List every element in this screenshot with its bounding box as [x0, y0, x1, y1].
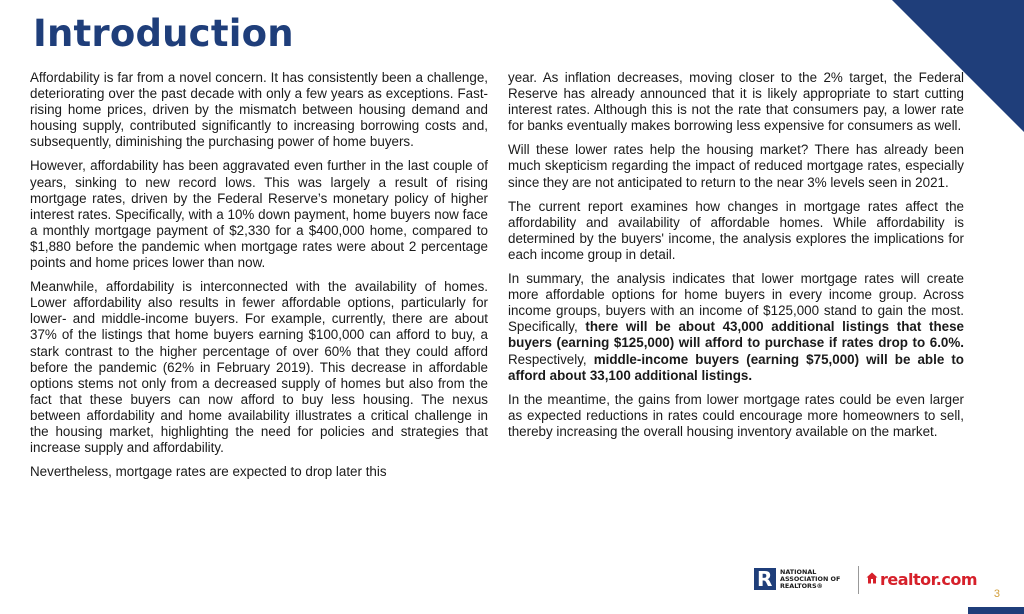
nar-logo-text: NATIONAL ASSOCIATION OF REALTORS®: [780, 568, 841, 591]
summary-mid-text: Respectively,: [508, 351, 594, 367]
page-number: 3: [993, 588, 1000, 600]
paragraph-rates-expected-drop: Nevertheless, mortgage rates are expected to drop later this: [30, 464, 387, 480]
summary-highlight-75k: middle-income buyers (earning $75,000) will be able to afford about 33,100 additional listings.: [508, 351, 964, 383]
paragraph-record-lows: However, affordability has been aggravated even further in the last couple of years, sinking to new record lows. This was largely a result of rising mortgage rates, driven by the Federal Reserve’s monetary policy of higher interest rates. Specifically, with a 10% down payment, home buyers now face a monthly mortgage payment of $2,330 for a $400,000 home, compared to $1,880 before the pandemic when mortgage rates were about 2 percentage points and home prices lower than now.: [30, 158, 488, 271]
left-text-column: [30, 70, 488, 488]
realtor-house-icon: [866, 572, 878, 584]
page-title: Introduction: [33, 12, 294, 55]
nar-logo-letter: R: [757, 567, 773, 591]
paragraph-summary: [508, 271, 964, 384]
right-text-column: [508, 70, 964, 448]
paragraph-affordability-concern: Affordability is far from a novel concern. It has consistently been a challenge, deteriorating over the past decade with only a few years as exceptions. Fast-rising home prices, driven by the mismatch between housing demand and housing supply, contributed significantly to increasing borrowing costs and, subsequently, diminishing the purchasing power of home buyers.: [30, 70, 488, 150]
nar-logo-icon: [754, 568, 776, 590]
realtor-logo-text: realtor.com: [880, 570, 977, 589]
paragraph-home-availability: Meanwhile, affordability is interconnected with the availability of homes. Lower affordability also results in fewer affordable options, particularly for lower- and middle-income buyers. For example, currently, there are about 37% of the listings that home buyers earning $100,000 can afford to buy, a stark contrast to the higher percentage of over 60% that they could afford before the pandemic (62% in February 2019). This decrease in affordable options stems not only from a decreased supply of homes but also from the fact that these buyers can now afford to buy less housing. The nexus between affordability and home availability illustrates a critical challenge in the housing market, highlighting the need for policies and strategies that increase supply and affordability.: [30, 279, 488, 456]
paragraph-meantime: In the meantime, the gains from lower mortgage rates could be even larger as expected reductions in rates could encourage more homeowners to sell, thereby increasing the overall housing inventory available on the market.: [508, 391, 964, 439]
paragraph-lower-rates-question: Will these lower rates help the housing market? There has already been much skepticism regarding the impact of reduced mortgage rates, especially since they are not anticipated to return to the near 3% levels seen in 2021.: [508, 142, 964, 190]
summary-intro-text: In summary, the analysis indicates that lower mortgage rates will create more affordable options for home buyers in every income group. Across income groups, buyers with an income of $125,000 stand to gain the most. Specifically,: [508, 271, 964, 335]
paragraph-report-overview: The current report examines how changes in mortgage rates affect the affordability and availability of affordable homes. While affordability is determined by the buyers' income, the analysis explores the implications for each income group in detail.: [508, 198, 964, 262]
summary-highlight-125k: there will be about 43,000 additional listings that these buyers (earning $125,000) will afford to purchase if rates drop to 6.0%.: [508, 319, 964, 351]
paragraph-inflation: year. As inflation decreases, moving closer to the 2% target, the Federal Reserve has already announced that it is likely appropriate to start cutting interest rates. Although this is not the rate that consumers pay, a lower rate for banks eventually makes borrowing less expensive for consumers as well.: [508, 70, 964, 134]
footer-logos: [754, 566, 977, 596]
bottom-accent-bar: [968, 607, 1024, 614]
logo-divider: [858, 566, 859, 594]
